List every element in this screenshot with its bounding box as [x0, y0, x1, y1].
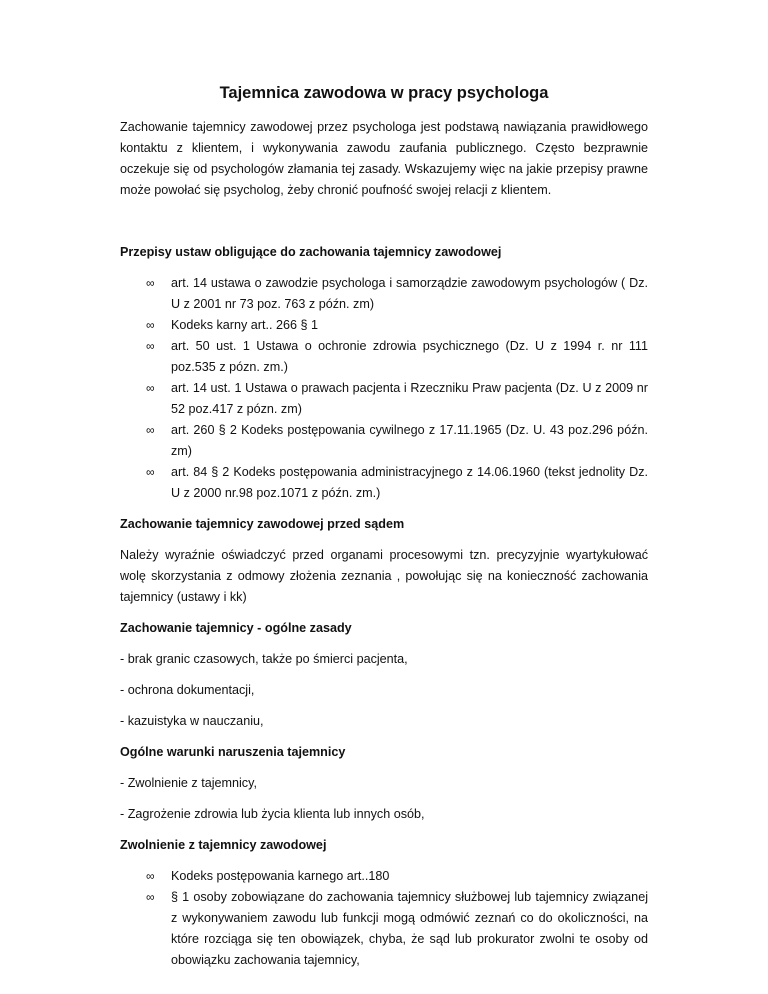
condition-item: - Zagrożenie zdrowia lub życia klienta lub innych osób,	[120, 807, 425, 821]
bullet-icon: ∞	[146, 318, 155, 332]
list-item-text: art. 260 § 2 Kodeks postępowania cywilnego z 17.11.1965 (Dz. U. 43 poz.296 późn. zm)	[171, 423, 648, 458]
list-item-text: art. 14 ustawa o zawodzie psychologa i samorządzie zawodowym psychologów ( Dz. U z 2001 nr 73 poz. 763 z późn. zm)	[171, 276, 648, 311]
list-item	[120, 462, 648, 504]
section-heading-court: Zachowanie tajemnicy zawodowej przed sądem	[120, 517, 405, 531]
rule-item: - kazuistyka w nauczaniu,	[120, 714, 264, 728]
list-item	[120, 420, 648, 462]
bullet-icon: ∞	[146, 381, 155, 395]
statutes-list	[120, 273, 648, 504]
list-item-text: Kodeks postępowania karnego art..180	[171, 869, 390, 883]
bullet-icon: ∞	[146, 890, 155, 904]
condition-item: - Zwolnienie z tajemnicy,	[120, 776, 257, 790]
document-content	[120, 84, 648, 981]
list-item-text: art. 84 § 2 Kodeks postępowania administracyjnego z 14.06.1960 (tekst jednolity Dz. U z 2000 nr.98 poz.1071 z późn. zm.)	[171, 465, 648, 500]
list-item	[120, 866, 648, 887]
bullet-icon: ∞	[146, 339, 155, 353]
section-heading-statutes: Przepisy ustaw obligujące do zachowania tajemnicy zawodowej	[120, 245, 502, 259]
list-item-text: art. 50 ust. 1 Ustawa o ochronie zdrowia psychicznego (Dz. U z 1994 r. nr 111 poz.535 z pózn. zm.)	[171, 339, 648, 374]
bullet-icon: ∞	[146, 465, 155, 479]
list-item	[120, 336, 648, 378]
release-list	[120, 866, 648, 971]
court-paragraph: Należy wyraźnie oświadczyć przed organami procesowymi tzn. precyzyjnie wyartykułować wolę skorzystania z odmowy złożenia zeznania , powołując się na konieczność zachowania tajemnicy (ustawy i kk)	[120, 548, 648, 604]
list-item-text: § 1 osoby zobowiązane do zachowania tajemnicy służbowej lub tajemnicy związanej z wykonywaniem zawodu lub funkcji mogą odmówić zeznań co do okoliczności, na które rozciąga się ten obowiązek, chyba, że sąd lub prokurator zwolni te osoby od obowiązku zachowania tajemnicy,	[171, 890, 648, 967]
spacer	[120, 211, 648, 242]
bullet-icon: ∞	[146, 276, 155, 290]
section-heading-breach-conditions: Ogólne warunki naruszenia tajemnicy	[120, 745, 346, 759]
section-heading-general-rules: Zachowanie tajemnicy - ogólne zasady	[120, 621, 352, 635]
list-item-text: art. 14 ust. 1 Ustawa o prawach pacjenta i Rzeczniku Praw pacjenta (Dz. U z 2009 nr 52 poz.417 z pózn. zm)	[171, 381, 648, 416]
list-item	[120, 315, 648, 336]
list-item	[120, 378, 648, 420]
rule-item: - brak granic czasowych, także po śmierci pacjenta,	[120, 652, 408, 666]
bullet-icon: ∞	[146, 869, 155, 883]
document-title: Tajemnica zawodowa w pracy psychologa	[219, 84, 549, 102]
section-heading-release: Zwolnienie z tajemnicy zawodowej	[120, 838, 327, 852]
bullet-icon: ∞	[146, 423, 155, 437]
intro-paragraph: Zachowanie tajemnicy zawodowej przez psychologa jest podstawą nawiązania prawidłowego kontaktu z klientem, i wykonywania zawodu zaufania publicznego. Często bezprawnie oczekuje się od psychologów złamania tej zasady. Wskazujemy więc na jakie przepisy prawne może powołać się psycholog, żeby chronić poufność swojej relacji z klientem.	[120, 120, 648, 197]
list-item	[120, 273, 648, 315]
rule-item: - ochrona dokumentacji,	[120, 683, 255, 697]
list-item-text: Kodeks karny art.. 266 § 1	[171, 318, 319, 332]
list-item	[120, 887, 648, 971]
